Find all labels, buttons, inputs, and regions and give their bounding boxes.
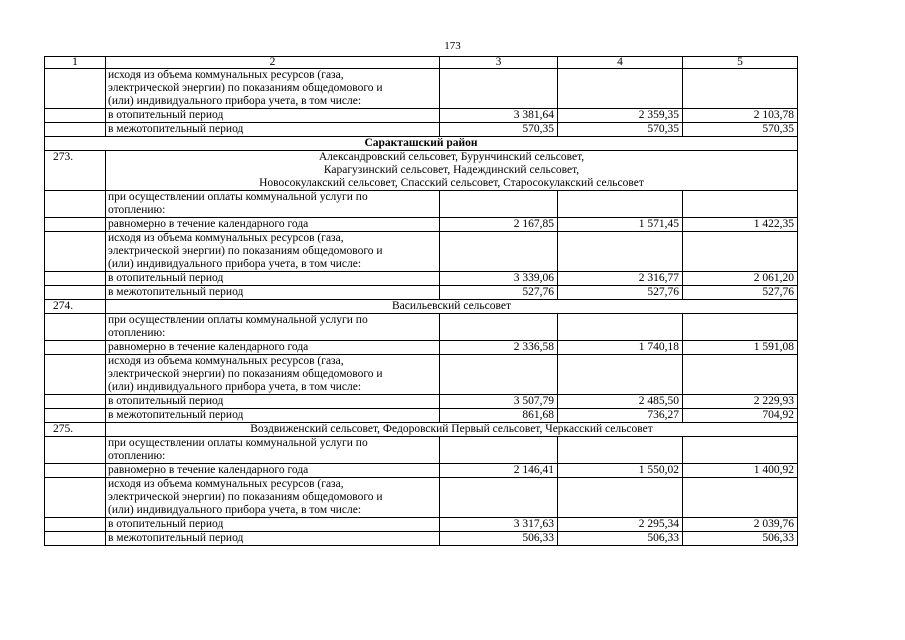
row-label: равномерно в течение календарного года xyxy=(106,218,440,232)
value-cell xyxy=(558,69,683,109)
index-cell xyxy=(45,532,106,546)
entry-number: 273. xyxy=(45,151,106,191)
header-cell: 2 xyxy=(106,57,440,69)
index-cell xyxy=(45,232,106,272)
description-cell xyxy=(106,314,440,341)
value-cell: 3 339,06 xyxy=(440,272,558,286)
description-line: электрической энергии) по показаниям общедомового и xyxy=(108,368,383,380)
table-row xyxy=(45,109,798,123)
value-cell xyxy=(683,232,798,272)
value-cell xyxy=(440,355,558,395)
description-cell xyxy=(106,355,440,395)
entry-number: 274. xyxy=(45,300,106,314)
table-row xyxy=(45,232,798,272)
value-cell xyxy=(440,437,558,464)
header-cell: 5 xyxy=(683,57,798,69)
table-row xyxy=(45,464,798,478)
table-row xyxy=(45,532,798,546)
description-line: исходя из объема коммунальных ресурсов (газа, xyxy=(108,232,344,244)
value-cell xyxy=(558,314,683,341)
value-cell: 861,68 xyxy=(440,409,558,423)
value-cell xyxy=(683,355,798,395)
value-cell: 2 316,77 xyxy=(558,272,683,286)
value-cell: 2 061,20 xyxy=(683,272,798,286)
value-cell: 2 485,50 xyxy=(558,395,683,409)
value-cell xyxy=(683,69,798,109)
index-cell xyxy=(45,286,106,300)
value-cell: 736,27 xyxy=(558,409,683,423)
description-line: электрической энергии) по показаниям общедомового и xyxy=(108,491,383,503)
value-cell: 2 039,76 xyxy=(683,518,798,532)
district-row xyxy=(45,137,798,151)
value-cell: 527,76 xyxy=(440,286,558,300)
description-line: (или) индивидуального прибора учета, в том числе: xyxy=(108,504,362,516)
value-cell: 2 103,78 xyxy=(683,109,798,123)
entry-number: 275. xyxy=(45,423,106,437)
value-cell: 3 317,63 xyxy=(440,518,558,532)
index-cell xyxy=(45,123,106,137)
value-cell: 506,33 xyxy=(440,532,558,546)
header-cell: 3 xyxy=(440,57,558,69)
value-cell xyxy=(440,69,558,109)
settlement-row xyxy=(45,151,798,191)
table-row xyxy=(45,123,798,137)
tariff-table xyxy=(44,56,798,546)
table-row xyxy=(45,272,798,286)
value-cell xyxy=(683,478,798,518)
index-cell xyxy=(45,314,106,341)
value-cell: 506,33 xyxy=(558,532,683,546)
row-label: в отопительный период xyxy=(106,395,440,409)
description-line: при осуществлении оплаты коммунальной услуги по xyxy=(108,437,368,449)
value-cell: 570,35 xyxy=(440,123,558,137)
index-cell xyxy=(45,69,106,109)
row-label: в отопительный период xyxy=(106,109,440,123)
settlement-line: Воздвиженский сельсовет, Федоровский Первый сельсовет, Черкасский сельсовет xyxy=(250,423,653,435)
value-cell: 2 229,93 xyxy=(683,395,798,409)
settlement-line: Васильевский сельсовет xyxy=(391,300,512,312)
description-cell xyxy=(106,69,440,109)
row-label: в межотопительный период xyxy=(106,123,440,137)
description-line: электрической энергии) по показаниям общедомового и xyxy=(108,245,383,257)
table-row xyxy=(45,218,798,232)
value-cell: 2 295,34 xyxy=(558,518,683,532)
table-row xyxy=(45,314,798,341)
value-cell: 527,76 xyxy=(558,286,683,300)
row-label: в межотопительный период xyxy=(106,409,440,423)
row-label: в межотопительный период xyxy=(106,286,440,300)
description-cell xyxy=(106,232,440,272)
description-line: (или) индивидуального прибора учета, в том числе: xyxy=(108,258,362,270)
settlement-names xyxy=(106,151,798,191)
index-cell xyxy=(45,478,106,518)
table-row xyxy=(45,355,798,395)
value-cell xyxy=(683,437,798,464)
index-cell xyxy=(45,109,106,123)
value-cell xyxy=(683,314,798,341)
index-cell xyxy=(45,395,106,409)
value-cell xyxy=(440,191,558,218)
value-cell: 3 507,79 xyxy=(440,395,558,409)
row-label: в отопительный период xyxy=(106,272,440,286)
index-cell xyxy=(45,518,106,532)
page-number: 173 xyxy=(444,40,461,52)
settlement-names xyxy=(106,423,798,437)
table-row xyxy=(45,478,798,518)
description-cell xyxy=(106,478,440,518)
value-cell: 704,92 xyxy=(683,409,798,423)
index-cell xyxy=(45,191,106,218)
value-cell: 1 740,18 xyxy=(558,341,683,355)
value-cell xyxy=(558,191,683,218)
description-line: (или) индивидуального прибора учета, в том числе: xyxy=(108,95,362,107)
settlement-line: Новосокулакский сельсовет, Спасский сельсовет, Старосокулакский сельсовет xyxy=(259,177,644,189)
value-cell xyxy=(558,232,683,272)
description-line: электрической энергии) по показаниям общедомового и xyxy=(108,82,383,94)
index-cell xyxy=(45,341,106,355)
header-cell: 4 xyxy=(558,57,683,69)
table-row xyxy=(45,437,798,464)
value-cell: 1 591,08 xyxy=(683,341,798,355)
table-row xyxy=(45,341,798,355)
index-cell xyxy=(45,272,106,286)
table-row xyxy=(45,409,798,423)
value-cell: 506,33 xyxy=(683,532,798,546)
value-cell: 2 167,85 xyxy=(440,218,558,232)
row-label: в межотопительный период xyxy=(106,532,440,546)
value-cell: 1 400,92 xyxy=(683,464,798,478)
value-cell: 1 571,45 xyxy=(558,218,683,232)
table-row xyxy=(45,191,798,218)
value-cell: 1 550,02 xyxy=(558,464,683,478)
value-cell xyxy=(440,478,558,518)
index-cell xyxy=(45,409,106,423)
table-row xyxy=(45,69,798,109)
header-cell: 1 xyxy=(45,57,106,69)
value-cell xyxy=(558,355,683,395)
value-cell: 2 336,58 xyxy=(440,341,558,355)
description-line: отоплению: xyxy=(108,204,166,216)
description-line: при осуществлении оплаты коммунальной услуги по xyxy=(108,314,368,326)
description-line: при осуществлении оплаты коммунальной услуги по xyxy=(108,191,368,203)
row-label: в отопительный период xyxy=(106,518,440,532)
description-line: исходя из объема коммунальных ресурсов (газа, xyxy=(108,69,344,81)
description-cell xyxy=(106,191,440,218)
settlement-row xyxy=(45,423,798,437)
description-cell xyxy=(106,437,440,464)
description-line: исходя из объема коммунальных ресурсов (газа, xyxy=(108,355,344,367)
table-row xyxy=(45,518,798,532)
index-cell xyxy=(45,464,106,478)
value-cell: 570,35 xyxy=(558,123,683,137)
settlement-row xyxy=(45,300,798,314)
header-row xyxy=(45,57,798,69)
value-cell: 2 146,41 xyxy=(440,464,558,478)
value-cell xyxy=(558,478,683,518)
settlement-names xyxy=(106,300,798,314)
row-label: равномерно в течение календарного года xyxy=(106,464,440,478)
index-cell xyxy=(45,355,106,395)
index-cell xyxy=(45,437,106,464)
value-cell xyxy=(683,191,798,218)
description-line: отоплению: xyxy=(108,450,166,462)
value-cell xyxy=(440,314,558,341)
settlement-line: Карагузинский сельсовет, Надеждинский сельсовет, xyxy=(323,164,580,176)
description-line: (или) индивидуального прибора учета, в том числе: xyxy=(108,381,362,393)
value-cell: 3 381,64 xyxy=(440,109,558,123)
description-line: исходя из объема коммунальных ресурсов (газа, xyxy=(108,478,344,490)
row-label: равномерно в течение календарного года xyxy=(106,341,440,355)
settlement-line: Александровский сельсовет, Бурунчинский сельсовет, xyxy=(318,151,585,163)
value-cell xyxy=(440,232,558,272)
table-row xyxy=(45,395,798,409)
value-cell xyxy=(558,437,683,464)
value-cell: 2 359,35 xyxy=(558,109,683,123)
value-cell: 1 422,35 xyxy=(683,218,798,232)
table-row xyxy=(45,286,798,300)
value-cell: 570,35 xyxy=(683,123,798,137)
value-cell: 527,76 xyxy=(683,286,798,300)
index-cell xyxy=(45,218,106,232)
district-title: Саракташский район xyxy=(45,137,798,151)
description-line: отоплению: xyxy=(108,327,166,339)
